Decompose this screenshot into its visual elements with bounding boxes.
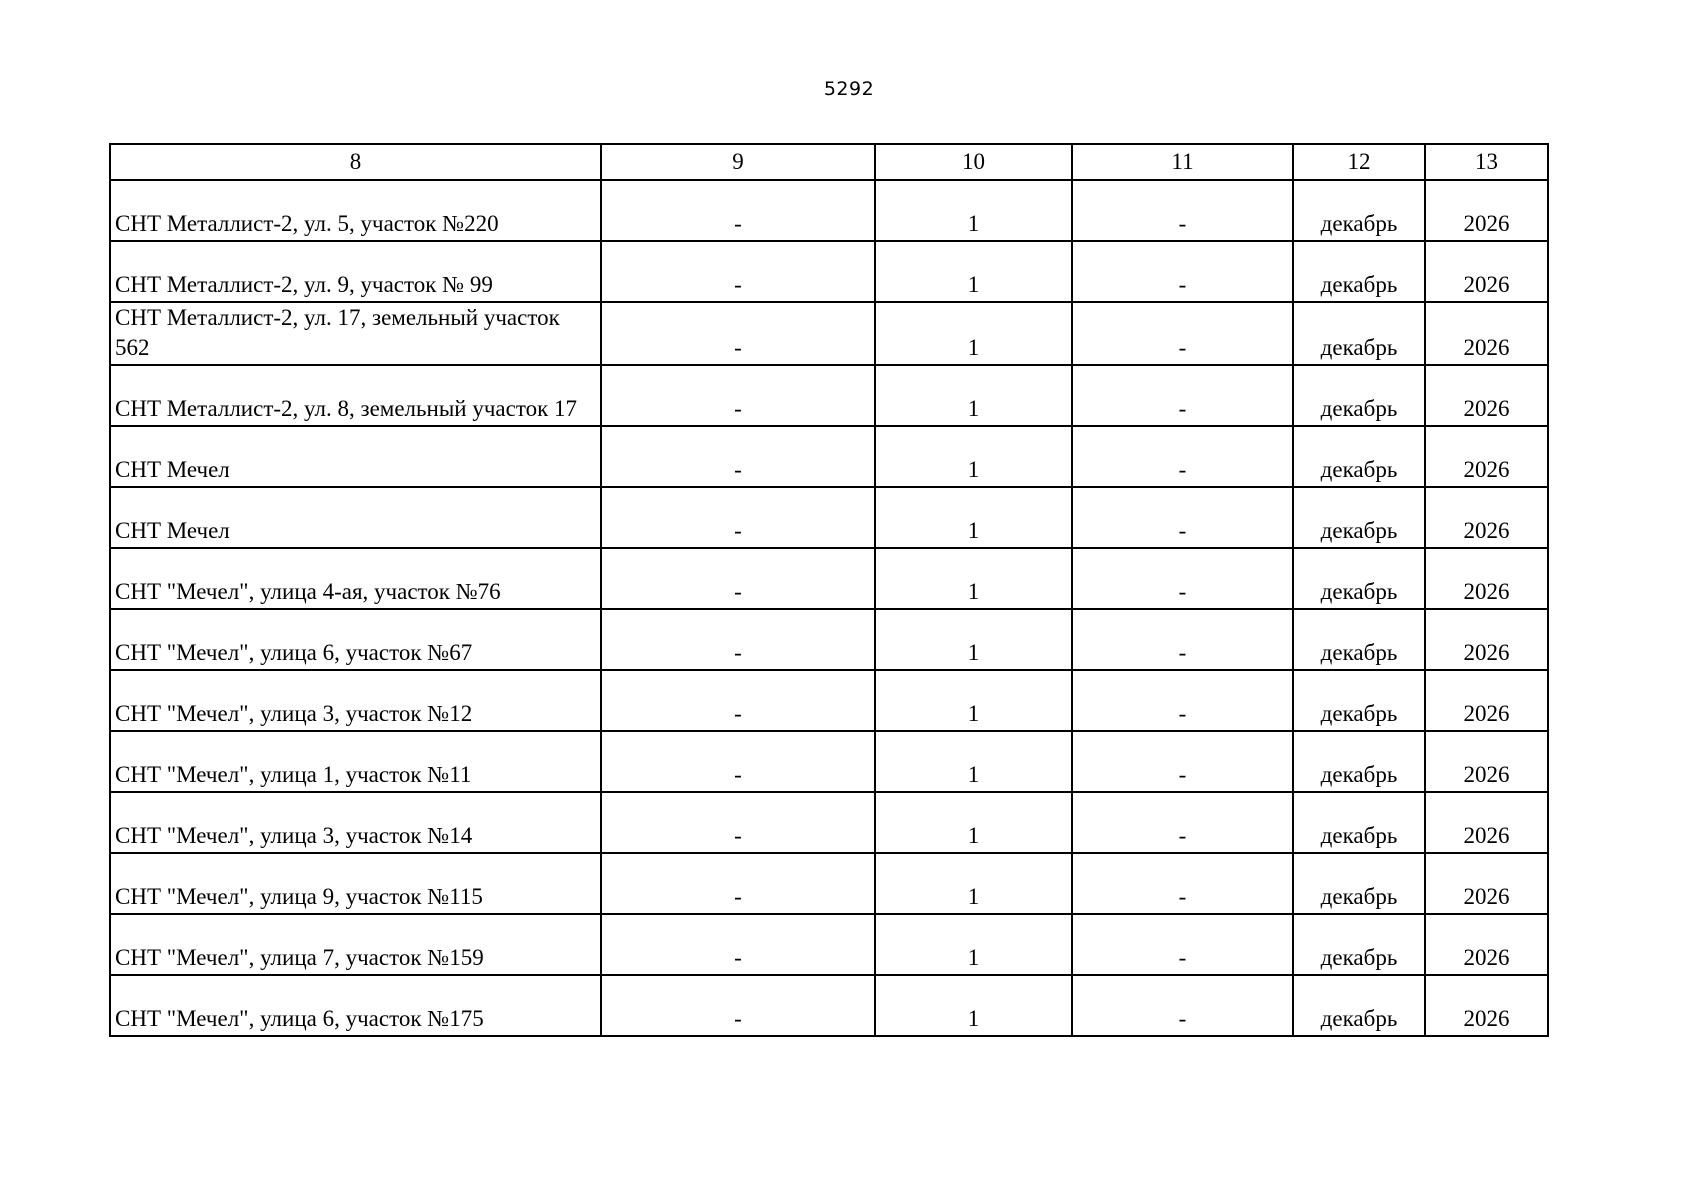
year-cell: 2026 bbox=[1425, 302, 1548, 365]
table-row bbox=[110, 365, 1548, 426]
table-body bbox=[110, 180, 1548, 1036]
month-cell: декабрь bbox=[1293, 180, 1425, 241]
month-cell: декабрь bbox=[1293, 670, 1425, 731]
col10-cell: 1 bbox=[875, 548, 1072, 609]
col9-cell: - bbox=[601, 487, 875, 548]
col9-cell: - bbox=[601, 365, 875, 426]
col11-cell: - bbox=[1072, 426, 1293, 487]
year-cell: 2026 bbox=[1425, 548, 1548, 609]
year-cell: 2026 bbox=[1425, 731, 1548, 792]
address-cell: СНТ "Мечел", улица 7, участок №159 bbox=[110, 914, 601, 975]
col9-cell: - bbox=[601, 180, 875, 241]
col9-cell: - bbox=[601, 853, 875, 914]
address-cell: СНТ "Мечел", улица 3, участок №14 bbox=[110, 792, 601, 853]
column-header: 12 bbox=[1293, 144, 1425, 180]
col9-cell: - bbox=[601, 548, 875, 609]
col11-cell: - bbox=[1072, 975, 1293, 1036]
address-cell: СНТ "Мечел", улица 1, участок №11 bbox=[110, 731, 601, 792]
address-cell: СНТ Металлист-2, ул. 17, земельный участок 562 bbox=[110, 302, 601, 365]
data-table bbox=[109, 143, 1549, 1037]
col10-cell: 1 bbox=[875, 853, 1072, 914]
col9-cell: - bbox=[601, 241, 875, 302]
col10-cell: 1 bbox=[875, 180, 1072, 241]
col9-cell: - bbox=[601, 670, 875, 731]
table-row bbox=[110, 609, 1548, 670]
address-cell: СНТ "Мечел", улица 9, участок №115 bbox=[110, 853, 601, 914]
address-cell: СНТ Металлист-2, ул. 9, участок № 99 bbox=[110, 241, 601, 302]
column-header: 13 bbox=[1425, 144, 1548, 180]
address-cell: СНТ "Мечел", улица 6, участок №175 bbox=[110, 975, 601, 1036]
col11-cell: - bbox=[1072, 731, 1293, 792]
address-cell: СНТ Металлист-2, ул. 5, участок №220 bbox=[110, 180, 601, 241]
year-cell: 2026 bbox=[1425, 975, 1548, 1036]
month-cell: декабрь bbox=[1293, 914, 1425, 975]
column-header: 9 bbox=[601, 144, 875, 180]
col10-cell: 1 bbox=[875, 670, 1072, 731]
address-cell: СНТ "Мечел", улица 3, участок №12 bbox=[110, 670, 601, 731]
col10-cell: 1 bbox=[875, 426, 1072, 487]
col9-cell: - bbox=[601, 731, 875, 792]
col9-cell: - bbox=[601, 975, 875, 1036]
month-cell: декабрь bbox=[1293, 365, 1425, 426]
month-cell: декабрь bbox=[1293, 302, 1425, 365]
table-row bbox=[110, 670, 1548, 731]
col9-cell: - bbox=[601, 792, 875, 853]
page-number: 5292 bbox=[823, 78, 875, 100]
table-row bbox=[110, 731, 1548, 792]
table-row bbox=[110, 548, 1548, 609]
col11-cell: - bbox=[1072, 792, 1293, 853]
col10-cell: 1 bbox=[875, 609, 1072, 670]
year-cell: 2026 bbox=[1425, 241, 1548, 302]
month-cell: декабрь bbox=[1293, 975, 1425, 1036]
col11-cell: - bbox=[1072, 609, 1293, 670]
table-row bbox=[110, 180, 1548, 241]
table-row bbox=[110, 241, 1548, 302]
month-cell: декабрь bbox=[1293, 487, 1425, 548]
month-cell: декабрь bbox=[1293, 426, 1425, 487]
year-cell: 2026 bbox=[1425, 670, 1548, 731]
year-cell: 2026 bbox=[1425, 609, 1548, 670]
col9-cell: - bbox=[601, 426, 875, 487]
month-cell: декабрь bbox=[1293, 853, 1425, 914]
col11-cell: - bbox=[1072, 670, 1293, 731]
address-cell: СНТ Мечел bbox=[110, 487, 601, 548]
year-cell: 2026 bbox=[1425, 365, 1548, 426]
table-row bbox=[110, 302, 1548, 365]
month-cell: декабрь bbox=[1293, 241, 1425, 302]
col10-cell: 1 bbox=[875, 975, 1072, 1036]
month-cell: декабрь bbox=[1293, 548, 1425, 609]
col10-cell: 1 bbox=[875, 302, 1072, 365]
col9-cell: - bbox=[601, 609, 875, 670]
year-cell: 2026 bbox=[1425, 853, 1548, 914]
table-row bbox=[110, 487, 1548, 548]
month-cell: декабрь bbox=[1293, 792, 1425, 853]
col9-cell: - bbox=[601, 302, 875, 365]
col11-cell: - bbox=[1072, 487, 1293, 548]
table-row bbox=[110, 853, 1548, 914]
col11-cell: - bbox=[1072, 914, 1293, 975]
month-cell: декабрь bbox=[1293, 609, 1425, 670]
address-cell: СНТ Металлист-2, ул. 8, земельный участок 17 bbox=[110, 365, 601, 426]
header-row bbox=[110, 144, 1548, 180]
col11-cell: - bbox=[1072, 548, 1293, 609]
col11-cell: - bbox=[1072, 302, 1293, 365]
year-cell: 2026 bbox=[1425, 792, 1548, 853]
col10-cell: 1 bbox=[875, 792, 1072, 853]
month-cell: декабрь bbox=[1293, 731, 1425, 792]
column-header: 10 bbox=[875, 144, 1072, 180]
col10-cell: 1 bbox=[875, 914, 1072, 975]
col11-cell: - bbox=[1072, 241, 1293, 302]
year-cell: 2026 bbox=[1425, 180, 1548, 241]
table-row bbox=[110, 426, 1548, 487]
table-row bbox=[110, 975, 1548, 1036]
address-cell: СНТ "Мечел", улица 6, участок №67 bbox=[110, 609, 601, 670]
col10-cell: 1 bbox=[875, 241, 1072, 302]
col11-cell: - bbox=[1072, 853, 1293, 914]
year-cell: 2026 bbox=[1425, 487, 1548, 548]
column-header: 8 bbox=[110, 144, 601, 180]
col11-cell: - bbox=[1072, 180, 1293, 241]
col10-cell: 1 bbox=[875, 365, 1072, 426]
year-cell: 2026 bbox=[1425, 426, 1548, 487]
table-row bbox=[110, 914, 1548, 975]
col10-cell: 1 bbox=[875, 731, 1072, 792]
address-cell: СНТ Мечел bbox=[110, 426, 601, 487]
col11-cell: - bbox=[1072, 365, 1293, 426]
table-header bbox=[110, 144, 1548, 180]
col9-cell: - bbox=[601, 914, 875, 975]
address-cell: СНТ "Мечел", улица 4-ая, участок №76 bbox=[110, 548, 601, 609]
col10-cell: 1 bbox=[875, 487, 1072, 548]
column-header: 11 bbox=[1072, 144, 1293, 180]
year-cell: 2026 bbox=[1425, 914, 1548, 975]
table-row bbox=[110, 792, 1548, 853]
